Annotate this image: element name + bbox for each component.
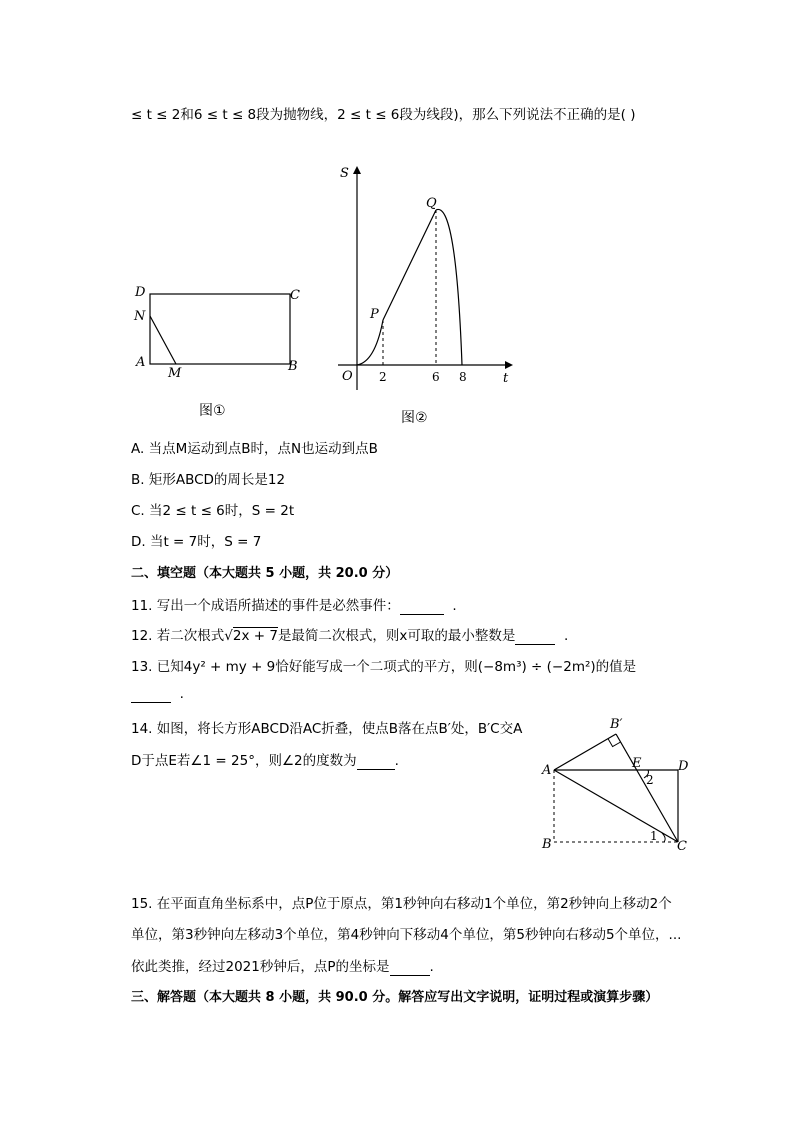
label-S-axis: S [340,166,349,181]
answer-blank-14[interactable] [357,753,395,770]
question-12-text-b: 是最简二次根式，则x可取的最小整数是 [277,628,516,644]
question-15-line-2: 单位，第3秒钟向左移动3个单位，第4秒钟向下移动4个单位，第5秒钟向右移动5个单位，... [131,927,682,943]
question-14-line-1: 14. 如图，将长方形ABCD沿AC折叠，使点B落在点B′处，B′C交A [131,721,523,737]
label-A: A [542,763,552,778]
label-angle-2: 2 [646,773,654,787]
label-D: D [678,759,689,774]
label-C: C [677,839,687,854]
figure-2-caption: 图② [401,410,428,426]
option-d: D. 当t = 7时，S = 7 [131,534,262,550]
tick-8: 8 [459,370,467,384]
label-E: E [632,756,642,771]
radical-sign: √ [224,628,233,644]
tick-2: 2 [379,370,387,384]
question-11-end: . [452,598,457,614]
label-angle-1: 1 [650,829,658,843]
question-13-end: . [179,686,184,702]
label-O: O [342,369,353,384]
tick-6: 6 [432,370,440,384]
label-D: D [135,285,146,300]
answer-blank-13[interactable] [131,686,171,703]
label-A: A [136,355,146,370]
question-10-stem-continuation: ≤ t ≤ 2和6 ≤ t ≤ 8段为抛物线，2 ≤ t ≤ 6段为线段)，那么下列说法不正确的是( ) [131,107,636,123]
question-14-line-2 [131,749,399,770]
label-B-prime: B′ [610,717,623,732]
answer-blank-11[interactable] [400,598,444,615]
label-N: N [134,309,146,324]
answer-blank-15[interactable] [390,959,430,976]
question-12-text-a: 12. 若二次根式 [131,628,225,644]
question-12-end: . [564,628,569,644]
question-15-line-1: 15. 在平面直角坐标系中，点P位于原点，第1秒钟向右移动1个单位，第2秒钟向上移动2个 [131,896,672,912]
question-12 [131,624,568,645]
figure-2-graph [330,160,520,400]
question-11 [131,594,457,615]
label-Q: Q [426,196,437,211]
option-a: A. 当点M运动到点B时，点N也运动到点B [131,441,378,457]
question-13-line-2 [131,686,184,703]
label-P: P [370,307,379,322]
question-15-line-3 [131,955,434,976]
radicand: 2x + 7 [232,628,278,644]
label-t-axis: t [503,371,509,386]
question-14-text: D于点E若∠1 = 25°，则∠2的度数为 [131,753,357,769]
label-C: C [290,288,300,303]
section-2-title: 二、填空题（本大题共 5 小题，共 20.0 分） [131,566,399,581]
label-B: B [288,359,298,374]
question-11-text: 11. 写出一个成语所描述的事件是必然事件： [131,598,400,614]
option-c: C. 当2 ≤ t ≤ 6时，S = 2t [131,503,295,519]
question-15-end: . [429,959,434,975]
question-15-text: 依此类推，经过2021秒钟后，点P的坐标是 [131,959,390,975]
answer-blank-12[interactable] [515,628,555,645]
label-B: B [542,837,552,852]
figure-1-rectangle [128,280,308,380]
label-M: M [168,366,182,380]
question-14-end: . [394,753,399,769]
section-3-title: 三、解答题（本大题共 8 小题，共 90.0 分。解答应写出文字说明，证明过程或演算步骤） [131,990,659,1005]
question-13-line-1: 13. 已知4y² + my + 9恰好能写成一个二项式的平方，则(−8m³) ÷ (−2m²)的值是 [131,659,637,675]
option-b: B. 矩形ABCD的周长是12 [131,472,286,488]
question-14-figure [536,712,706,857]
figure-1-caption: 图① [199,403,226,419]
